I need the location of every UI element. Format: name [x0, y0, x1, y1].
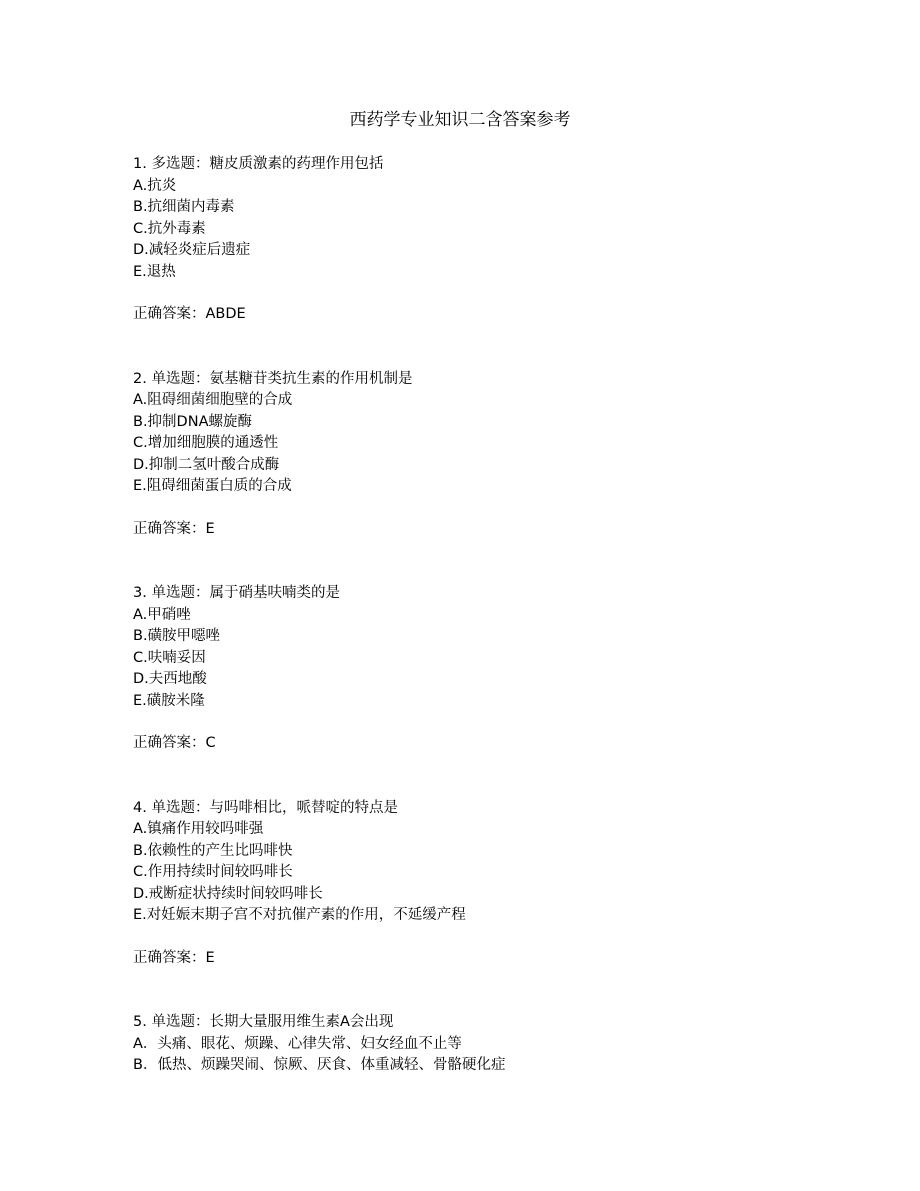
question-heading: 5. 单选题：长期大量服用维生素A会出现 [133, 1014, 394, 1030]
option-d: D.戒断症状持续时间较吗啡长 [133, 885, 323, 902]
answer-value: ABDE [205, 306, 246, 322]
correct-answer [133, 519, 893, 541]
option-c: C.呋喃妥因 [133, 649, 206, 666]
option-a: A.甲硝唑 [133, 606, 191, 623]
option-e: E.阻碍细菌蛋白质的合成 [133, 478, 292, 494]
correct-answer [133, 948, 893, 970]
question-heading: 2. 单选题：氨基糖苷类抗生素的作用机制是 [133, 370, 413, 387]
question-4 [133, 798, 893, 970]
option-a: A.抗炎 [133, 177, 177, 194]
question-1 [133, 154, 893, 326]
correct-answer [133, 733, 893, 755]
answer-prefix: 正确答案： [133, 306, 206, 322]
option-b: B．低热、烦躁哭闹、惊厥、厌食、体重减轻、骨骼硬化症 [133, 1057, 506, 1073]
option-a: A.镇痛作用较吗啡强 [133, 821, 264, 837]
answer-value: C [205, 735, 216, 751]
answer-value: E [205, 949, 215, 966]
question-heading: 3. 单选题：属于硝基呋喃类的是 [133, 585, 340, 601]
option-a: A.阻碍细菌细胞壁的合成 [133, 392, 293, 408]
option-b: B.抑制DNA螺旋酶 [133, 413, 252, 430]
correct-answer [133, 304, 893, 326]
option-d: D.减轻炎症后遗症 [133, 242, 251, 258]
option-e: E.对妊娠末期子宫不对抗催产素的作用，不延缓产程 [133, 907, 466, 923]
question-heading: 4. 单选题：与吗啡相比，哌替啶的特点是 [133, 799, 398, 816]
option-b: B.抗细菌内毒素 [133, 199, 235, 215]
question-2 [133, 369, 893, 541]
question-list [133, 154, 893, 1077]
option-c: C.增加细胞膜的通透性 [133, 435, 279, 451]
option-c: C.作用持续时间较吗啡长 [133, 864, 293, 880]
question-heading: 1. 多选题：糖皮质激素的药理作用包括 [133, 156, 384, 172]
answer-prefix: 正确答案： [133, 520, 206, 537]
question-3 [133, 583, 893, 755]
option-d: D.抑制二氢叶酸合成酶 [133, 456, 280, 473]
option-b: B.依赖性的产生比吗啡快 [133, 842, 293, 859]
option-d: D.夫西地酸 [133, 671, 207, 687]
option-c: C.抗外毒素 [133, 220, 206, 237]
answer-prefix: 正确答案： [133, 949, 206, 966]
document-title: 西药学专业知识二含答案参考 [349, 110, 571, 130]
answer-prefix: 正确答案： [133, 735, 206, 751]
option-e: E.退热 [133, 263, 176, 280]
option-b: B.磺胺甲噁唑 [133, 628, 221, 644]
answer-value: E [205, 520, 215, 537]
option-a: A．头痛、眼花、烦躁、心律失常、妇女经血不止等 [133, 1035, 462, 1052]
option-e: E.磺胺米隆 [133, 692, 205, 709]
question-5 [133, 1012, 893, 1077]
